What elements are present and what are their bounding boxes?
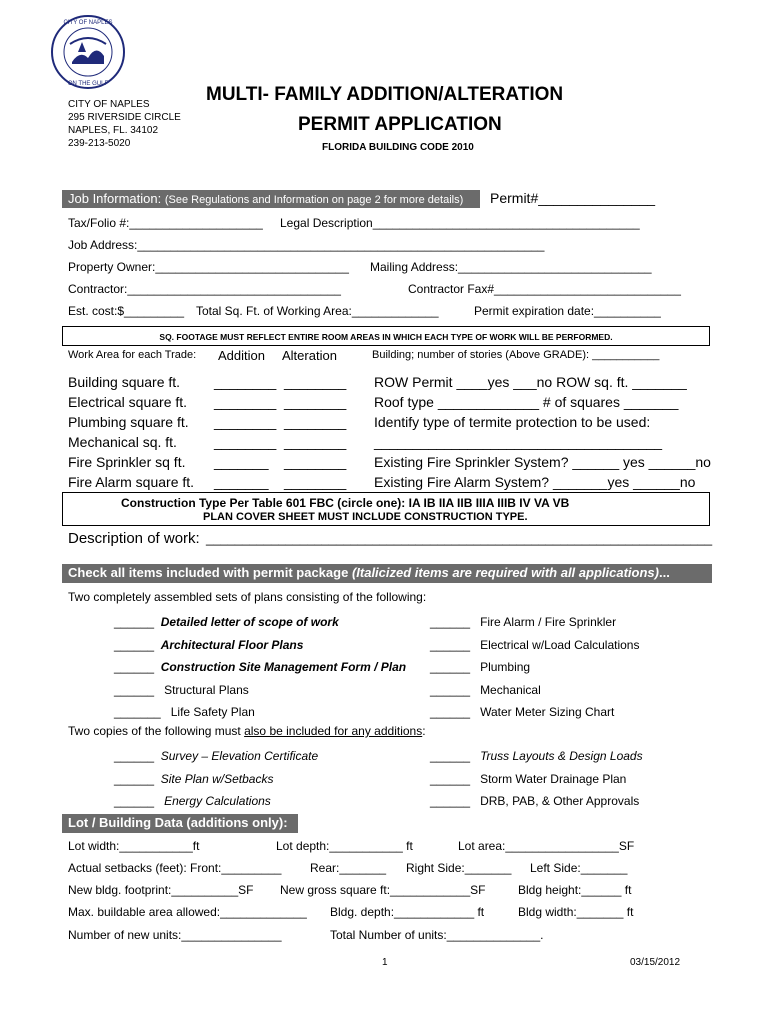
alteration-sqft-input[interactable]: ________ — [284, 474, 347, 490]
setback-left-field[interactable]: Left Side:_______ — [530, 861, 628, 875]
alteration-sqft-input[interactable]: ________ — [284, 454, 347, 470]
trade-label: Fire Sprinkler sq ft. — [68, 454, 186, 470]
property-owner-field[interactable]: Property Owner:_____________________________ — [68, 260, 349, 274]
trade-label: Electrical square ft. — [68, 394, 188, 410]
setback-rear-field[interactable]: Rear:_______ — [310, 861, 387, 875]
contractor-fax-field[interactable]: Contractor Fax#____________________________ — [408, 282, 681, 296]
revision-date: 03/15/2012 — [630, 957, 681, 968]
lot-depth-field[interactable]: Lot depth:___________ ft — [276, 839, 413, 853]
lot-area-field[interactable]: Lot area:_________________SF — [458, 839, 635, 853]
city-seal — [50, 14, 126, 90]
trade-label: Mechanical sq. ft. — [68, 434, 177, 450]
job-address-field[interactable]: Job Address:_____________________________________________________________ — [68, 238, 545, 252]
trade-label: Fire Alarm square ft. — [68, 474, 195, 490]
contractor-field[interactable]: Contractor:________________________________ — [68, 282, 341, 296]
termite-label: Identify type of termite protection to be used: — [374, 414, 651, 430]
alteration-sqft-input[interactable]: ________ — [284, 434, 347, 450]
seal-bottom-text: ON THE GULF — [67, 81, 109, 87]
est-cost-field[interactable]: Est. cost:$_________ — [68, 304, 185, 318]
checklist-item[interactable]: ______ Survey – Elevation Certificate — [114, 749, 319, 763]
city-state-zip: NAPLES, FL. 34102 — [68, 125, 159, 136]
addition-column — [214, 372, 276, 492]
checklist-item[interactable]: ______ Construction Site Management Form / Plan — [114, 660, 407, 674]
stories-field[interactable]: Building; number of stories (Above GRADE): ___________ — [372, 349, 660, 361]
city-phone: 239-213-5020 — [68, 138, 131, 149]
permit-number-field[interactable]: Permit#_______________ — [490, 190, 656, 206]
lot-width-field[interactable]: Lot width:___________ft — [68, 839, 200, 853]
title-line2: PERMIT APPLICATION — [298, 114, 502, 135]
setback-right-field[interactable]: Right Side:_______ — [406, 861, 512, 875]
checklist-header-tail: ... — [658, 565, 670, 580]
checklist-header — [62, 564, 712, 583]
bldg-width-field[interactable]: Bldg width:_______ ft — [518, 905, 634, 919]
construction-type-note: PLAN COVER SHEET MUST INCLUDE CONSTRUCTION TYPE. — [203, 511, 528, 523]
alteration-sqft-input[interactable]: ________ — [284, 394, 347, 410]
gross-sqft-field[interactable]: New gross square ft:____________SF — [280, 883, 486, 897]
checklist-item[interactable]: ______ Fire Alarm / Fire Sprinkler — [430, 615, 617, 629]
page-number: 1 — [382, 957, 388, 968]
job-info-note: (See Regulations and Information on page 2 for more details) — [164, 194, 464, 206]
setback-front-field[interactable]: Actual setbacks (feet): Front:_________ — [68, 861, 282, 875]
job-info-label: Job Information: — [68, 191, 162, 206]
mailing-address-field[interactable]: Mailing Address:_____________________________ — [370, 260, 652, 274]
trade-labels — [68, 372, 194, 492]
trade-right-column — [374, 372, 711, 492]
addition-sqft-input[interactable]: ________ — [214, 394, 277, 410]
permit-expiration-field[interactable]: Permit expiration date:__________ — [474, 304, 661, 318]
addition-sqft-input[interactable]: ________ — [214, 374, 277, 390]
addition-col-header: Addition — [218, 348, 265, 363]
checklist-header-text: Check all items included with permit package — [68, 565, 349, 580]
checklist-item[interactable]: ______ Site Plan w/Setbacks — [114, 771, 274, 786]
checklist-item[interactable]: ______ Structural Plans — [114, 682, 249, 697]
city-name: CITY OF NAPLES — [68, 99, 150, 110]
checklist-intro2: Two copies of the following must also be included for any additions: — [68, 724, 426, 738]
footprint-field[interactable]: New bldg. footprint:__________SF — [68, 883, 254, 897]
checklist-item[interactable]: ______ Detailed letter of scope of work — [114, 615, 339, 629]
job-info-header — [62, 190, 480, 208]
checklist-item[interactable]: ______ Plumbing — [430, 660, 531, 674]
checklist-left2 — [114, 745, 318, 813]
roof-type-field[interactable]: Roof type _____________ # of squares _______ — [374, 394, 679, 410]
checklist-item[interactable]: ______ Water Meter Sizing Chart — [430, 705, 615, 719]
city-address — [68, 98, 181, 150]
description-label: Description of work: — [68, 530, 200, 547]
max-area-field[interactable]: Max. buildable area allowed:_____________ — [68, 905, 307, 919]
lot-data-header: Lot / Building Data (additions only): — [62, 814, 298, 833]
tax-folio-field[interactable]: Tax/Folio #:____________________ — [68, 216, 263, 230]
row-permit-field[interactable]: ROW Permit ____yes ___no ROW sq. ft. _______ — [374, 374, 687, 390]
checklist-item[interactable]: ______ Architectural Floor Plans — [114, 637, 304, 652]
termite-field[interactable]: _____________________________________ — [374, 434, 663, 450]
checklist-item[interactable]: ______ Energy Calculations — [114, 794, 271, 808]
construction-type-box — [62, 492, 710, 526]
city-street: 295 RIVERSIDE CIRCLE — [68, 112, 181, 123]
checklist-item[interactable]: ______ DRB, PAB, & Other Approvals — [430, 794, 640, 808]
total-units-field[interactable]: Total Number of units:______________. — [330, 928, 544, 942]
trade-label: Building square ft. — [68, 374, 181, 390]
checklist-item[interactable]: ______ Truss Layouts & Design Loads — [430, 749, 643, 763]
checklist-left — [114, 611, 406, 724]
checklist-intro1: Two completely assembled sets of plans consisting of the following: — [68, 590, 427, 604]
addition-sqft-input[interactable]: ________ — [214, 414, 277, 430]
trade-label: Plumbing square ft. — [68, 414, 189, 430]
legal-description-field[interactable]: Legal Description________________________________________ — [280, 216, 640, 230]
total-sqft-field[interactable]: Total Sq. Ft. of Working Area:_____________ — [196, 304, 439, 318]
new-units-field[interactable]: Number of new units:_______________ — [68, 928, 282, 942]
title-line1: MULTI- FAMILY ADDITION/ALTERATION — [206, 84, 564, 105]
checklist-right — [430, 611, 639, 724]
bldg-height-field[interactable]: Bldg height:______ ft — [518, 883, 632, 897]
existing-sprinkler-field[interactable]: Existing Fire Sprinkler System? ______ yes ______no — [374, 454, 711, 470]
alteration-col-header: Alteration — [282, 348, 337, 363]
construction-type-line[interactable]: Construction Type Per Table 601 FBC (circle one): IA IB IIA IIB IIIA IIIB IV VA VB — [121, 496, 570, 510]
checklist-item[interactable]: ______ Electrical w/Load Calculations — [430, 637, 640, 652]
seal-top-text: CITY OF NAPLES — [63, 20, 113, 26]
addition-sqft-input[interactable]: _______ — [214, 454, 269, 470]
trade-header-label: Work Area for each Trade: — [68, 349, 197, 361]
checklist-header-note: (Italicized items are required with all applications) — [351, 565, 659, 580]
existing-alarm-field[interactable]: Existing Fire Alarm System? _______yes ______no — [374, 474, 696, 490]
checklist-item[interactable]: ______ Storm Water Drainage Plan — [430, 771, 627, 786]
sqft-notice: SQ. FOOTAGE MUST REFLECT ENTIRE ROOM AREAS IN WHICH EACH TYPE OF WORK WILL BE PERFORMED. — [62, 326, 710, 346]
description-input[interactable]: ______________________________________________________________________ — [206, 531, 713, 546]
checklist-item[interactable]: ______ Mechanical — [430, 682, 541, 697]
alteration-column — [284, 372, 346, 492]
bldg-depth-field[interactable]: Bldg. depth:____________ ft — [330, 905, 485, 919]
checklist-right2 — [430, 745, 643, 813]
alteration-sqft-input[interactable]: ________ — [284, 374, 347, 390]
addition-sqft-input[interactable]: ________ — [214, 434, 277, 450]
alteration-sqft-input[interactable]: ________ — [284, 414, 347, 430]
addition-sqft-input[interactable]: _______ — [214, 474, 269, 490]
checklist-item[interactable]: _______ Life Safety Plan — [114, 705, 255, 719]
subtitle: FLORIDA BUILDING CODE 2010 — [322, 142, 474, 153]
